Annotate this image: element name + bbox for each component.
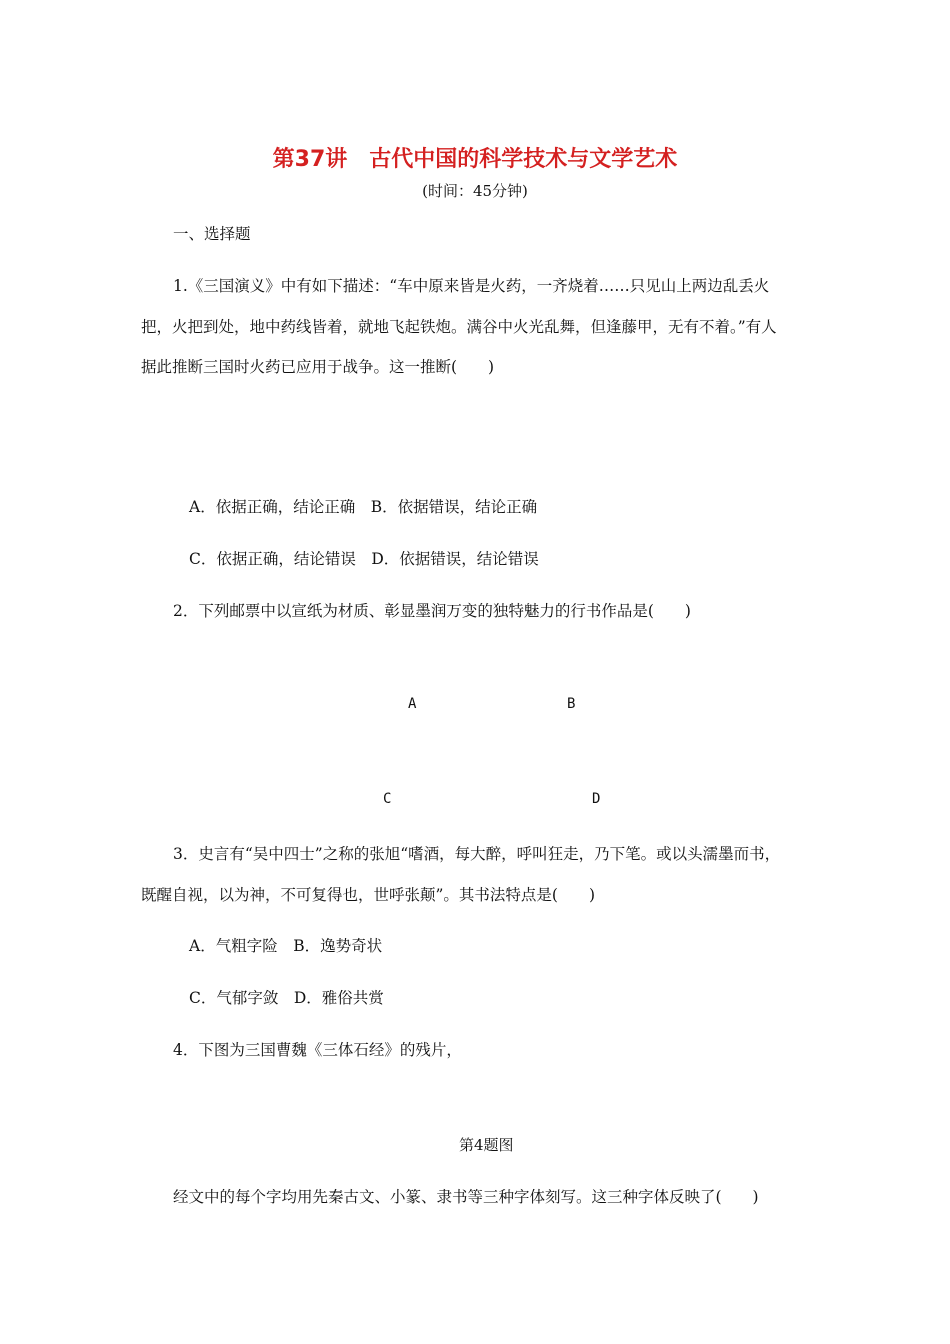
page-title xyxy=(0,142,950,173)
time-limit: (时间：45分钟) xyxy=(422,182,528,200)
q2-stamp-label-d: D xyxy=(592,791,601,807)
q3-line-2: 既醒自视，以为神，不可复得也，世呼张颠”。其书法特点是( ) xyxy=(141,886,596,904)
lecture-topic: 古代中国的科学技术与文学艺术 xyxy=(369,147,678,172)
section-heading: 一、选择题 xyxy=(173,225,251,243)
q1-line-2: 把，火把到处，地中药线皆着，就地飞起铁炮。满谷中火光乱舞，但逢藤甲，无有不着。”有人 xyxy=(141,318,777,336)
q2-stamp-label-c: C xyxy=(383,791,392,807)
q1-line-1: 1.《三国演义》中有如下描述：“车中原来皆是火药，一齐烧着……只见山上两边乱丢火 xyxy=(173,277,770,295)
q4-figure-caption: 第4题图 xyxy=(459,1136,514,1154)
q1-options-ab: A．依据正确，结论正确 B．依据错误，结论正确 xyxy=(189,498,538,516)
q4-text: 4．下图为三国曹魏《三体石经》的残片， xyxy=(173,1041,462,1059)
q3-line-1: 3．史言有“吴中四士”之称的张旭“嗜酒，每大醉，呼叫狂走，乃下笔。或以头濡墨而书， xyxy=(173,845,781,863)
q2-stamp-label-a: A xyxy=(408,696,417,712)
q3-options-cd: C．气郁字敛 D．雅俗共赏 xyxy=(189,989,384,1007)
q1-line-3: 据此推断三国时火药已应用于战争。这一推断( ) xyxy=(141,358,495,376)
q2-text: 2．下列邮票中以宣纸为材质、彰显墨润万变的独特魅力的行书作品是( ) xyxy=(173,602,691,620)
q1-options-cd: C．依据正确，结论错误 D．依据错误，结论错误 xyxy=(189,550,539,568)
lecture-number: 第37讲 xyxy=(272,147,348,172)
q4-continuation: 经文中的每个字均用先秦古文、小篆、隶书等三种字体刻写。这三种字体反映了( ) xyxy=(173,1188,759,1206)
q3-options-ab: A．气粗字险 B．逸势奇状 xyxy=(189,937,383,955)
q2-stamp-label-b: B xyxy=(567,696,576,712)
